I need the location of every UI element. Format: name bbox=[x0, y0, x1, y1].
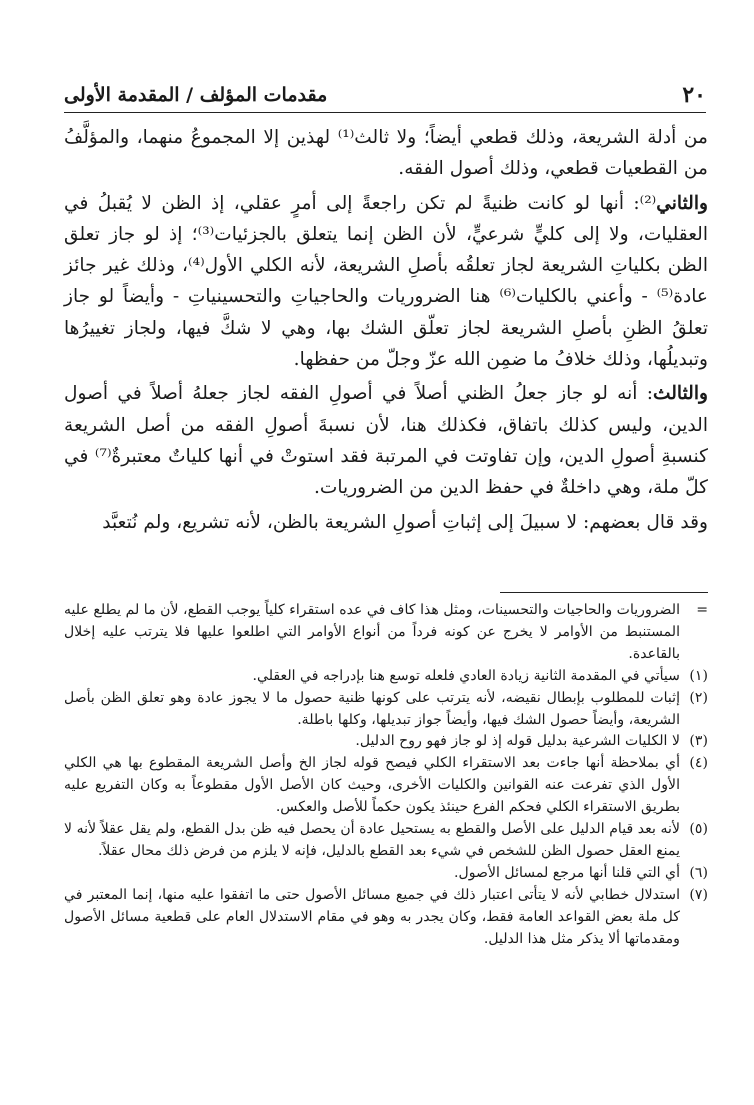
paragraph-3-lead: والثالث bbox=[652, 383, 708, 405]
paragraph-2-lead: والثاني bbox=[656, 192, 708, 214]
footnote-5 bbox=[64, 819, 708, 863]
footnote-separator bbox=[500, 592, 708, 593]
footnote-mark: (٢) bbox=[689, 689, 708, 706]
footnote-4 bbox=[64, 753, 708, 819]
footnote-text: استدلال خطابي لأنه لا يتأتى اعتبار ذلك في جميع مسائل الأصول حتى ما اتفقوا عليه منها، إنما المعتبر في كل ملة بعض القواعد العامة فقط، وكان يجدر به وهو في مقام الاستدلال العام على قطعية مسائل الأصول ومقدماتها ألا يذكر مثل هذا الدليل. bbox=[64, 886, 680, 947]
footnote-mark: = bbox=[696, 602, 708, 618]
footnote-2 bbox=[64, 688, 708, 732]
footnote-6 bbox=[64, 863, 708, 885]
footnote-text: لا الكليات الشرعية بدليل قوله إذ لو جاز فهو روح الدليل. bbox=[355, 733, 680, 750]
footnote-mark: (٣) bbox=[689, 733, 708, 750]
paragraph-4: وقد قال بعضهم: لا سبيلَ إلى إثباتِ أصولِ الشريعة بالظن، لأنه تشريع، ولم نُتعبَّد bbox=[102, 511, 708, 533]
footnote-text: أي التي قلنا أنها مرجع لمسائل الأصول. bbox=[454, 864, 680, 881]
footnote-text: إثبات للمطلوب بإبطال نقيضه، لأنه يترتب على كونها ظنية حصول ما لا يجوز عادة وهو تعلق الظن بأصل الشريعة، وأيضاً حصول الشك فيها، وأيضاً جواز تبديلها، وكلها باطلة. bbox=[64, 689, 680, 728]
footnote-7 bbox=[64, 885, 708, 951]
footnotes bbox=[64, 600, 708, 951]
footnote-mark: (٤) bbox=[689, 755, 708, 772]
page-header bbox=[64, 80, 706, 113]
footnote-1 bbox=[64, 666, 708, 688]
paragraph-3-body: : أنه لو جاز جعلُ الظني أصلاً في أصولِ الفقه لجاز جعلهُ أصلاً في أصول الدين، وليس كذلك باتفاق، فكذلك هنا، لأن نسبةَ أصولِ الفقه من أصل الشريعة كنسبةِ أصولِ الدين، وإن تفاوتت في المرتبة فقد استوتْ في أنها كلياتٌ معتبرةٌ⁽⁷⁾ في كلّ ملة، وهي داخلةٌ في حفظ الدين من الضروريات. bbox=[64, 383, 708, 499]
paragraph-2-body: ⁽²⁾: أنها لو كانت ظنيةً لم تكن راجعةً إلى أمرٍ عقلي، إذ الظن لا يُقبلُ في العقليات، ولا إلى كليٍّ شرعيٍّ، لأن الظن إنما يتعلق بالجزئيات⁽³⁾؛ إذ لو جاز تعلق الظن بكلياتِ الشريعة لجاز تعلقُه بأصلِ الشريعة، لأنه الكلي الأول⁽⁴⁾، وذلك غير جائز عادة⁽⁵⁾ - وأعني بالكليات⁽⁶⁾ هنا الضروريات والحاجياتِ والتحسينياتِ - وأيضاً لو جاز تعلقُ الظنِ بأصلِ الشريعة لجاز تعلّق الشك بها، وهي لا شكَّ فيها، ولجاز تغييرُها وتبديلُها، وذلك خلافُ ما ضمِن الله عزّ وجلّ من حفظها. bbox=[64, 192, 708, 371]
footnote-mark: (٥) bbox=[689, 821, 708, 838]
footnote-continued bbox=[64, 600, 708, 666]
paragraph-2 bbox=[64, 188, 708, 376]
main-text bbox=[64, 122, 708, 538]
footnote-3 bbox=[64, 731, 708, 753]
footnote-text: لأنه بعد قيام الدليل على الأصل والقطع به يستحيل عادة أن يحصل فيه ظن بدل القطع، ولم يقل عقلاً لأنه لا يمنع العقل حصول الظن للشخص في شيء بعد القطع بالدليل، فإنه لا يلزم من فرض ذلك محال عقلاً. bbox=[64, 821, 680, 859]
paragraph-3 bbox=[64, 378, 708, 503]
footnote-text: الضروريات والحاجيات والتحسينات، ومثل هذا كاف في عده استقراء كلياً يوجب القطع، لأن ما لم يطلع عليه المستنبط من الأوامر لا يخرج عن كونه فرداً من أنواع الأوامر التي اطلعوا عليها فلا يترتب عليه إخلال بالقاعدة. bbox=[64, 602, 680, 662]
footnote-mark: (٧) bbox=[689, 886, 708, 903]
running-head: مقدمات المؤلف / المقدمة الأولى bbox=[64, 84, 328, 106]
footnote-text: أي بملاحظة أنها جاءت بعد الاستقراء الكلي فيصح قوله لجاز الخ وأصل الشريعة المقطوع بها هي الكلي الأول الذي تفرعت عنه القوانين والكليات الأخرى، وحيث كان الأصل الأول مقطوعاً به وكان التفريع عليه بطريق الاستقراء الكلي فحكم الفرع حينئذ يكون حكماً للأصل والعكس. bbox=[64, 755, 680, 816]
footnote-mark: (٦) bbox=[689, 864, 708, 881]
footnote-mark: (١) bbox=[689, 667, 708, 684]
footnote-text: سيأتي في المقدمة الثانية زيادة العادي فلعله توسع هنا بإدراجه في العقلي. bbox=[252, 667, 680, 684]
paragraph-1: من أدلة الشريعة، وذلك قطعي أيضاً؛ ولا ثالث⁽¹⁾ لهذين إلا المجموعُ منهما، والمؤلَّفُ من القطعيات قطعي، وذلك أصول الفقه. bbox=[64, 127, 708, 180]
page-number: ٢٠ bbox=[682, 82, 706, 108]
